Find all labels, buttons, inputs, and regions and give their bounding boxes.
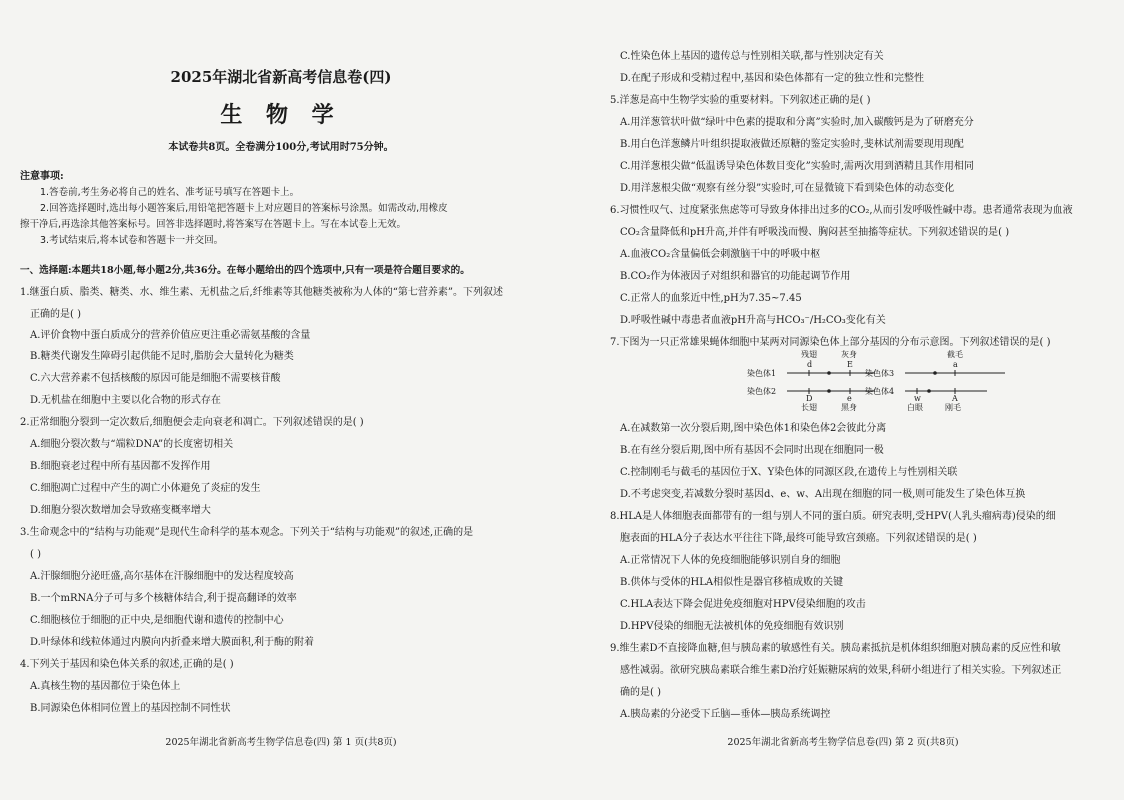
question-line: 1.继蛋白质、脂类、糖类、水、维生素、无机盐之后,纤维素等其他糖类被称为人体的“第七营养素”。下列叙述 xyxy=(20,287,503,298)
option-line: B.一个mRNA分子可与多个核糖体结合,利于提高翻译的效率 xyxy=(30,593,297,604)
option-line: D.在配子形成和受精过程中,基因和染色体都有一定的独立性和完整性 xyxy=(620,73,925,84)
option-line: C.细胞凋亡过程中产生的凋亡小体避免了炎症的发生 xyxy=(30,483,261,494)
subject-title: 生 物 学 xyxy=(220,102,342,128)
centromere-2 xyxy=(827,389,831,393)
option-line: B.CO₂作为体液因子对组织和器官的功能起调节作用 xyxy=(620,271,851,282)
option-line: A.评价食物中蛋白质成分的营养价值应更注重必需氨基酸的含量 xyxy=(30,330,311,341)
option-line: B.细胞衰老过程中所有基因都不发挥作用 xyxy=(30,461,211,472)
trait-label: 截毛 xyxy=(947,350,963,359)
option-line: B.同源染色体相同位置上的基因控制不同性状 xyxy=(30,703,231,714)
trait-label: 灰身 xyxy=(841,350,857,359)
option-line: B.在有丝分裂后期,图中所有基因不会同时出现在细胞同一极 xyxy=(620,445,884,456)
option-line: D.呼吸性碱中毒患者血液pH升高与HCO₃⁻/H₂CO₃变化有关 xyxy=(620,315,886,326)
chromosome-lines xyxy=(747,350,1007,414)
option-line: C.用洋葱根尖做“低温诱导染色体数目变化”实验时,需两次用到酒精且其作用相同 xyxy=(620,161,974,172)
option-line: B.糖类代谢发生障碍引起供能不足时,脂肪会大量转化为糖类 xyxy=(30,351,294,362)
option-line: B.用白色洋葱鳞片叶组织提取液做还原糖的鉴定实验时,斐林试剂需要现用现配 xyxy=(620,139,964,150)
chromosome-2-label: 染色体2 xyxy=(747,387,777,396)
chromosome-1-label: 染色体1 xyxy=(747,369,777,378)
notice-heading: 注意事项: xyxy=(20,171,64,182)
chromosome-4-label: 染色体4 xyxy=(865,387,895,396)
option-line: C.六大营养素不包括核酸的原因可能是细胞不需要核苷酸 xyxy=(30,373,281,384)
gene-label: d xyxy=(807,360,813,369)
option-line: D.HPV侵染的细胞无法被机体的免疫细胞有效识别 xyxy=(620,621,844,632)
option-line: C.HLA表达下降会促进免疫细胞对HPV侵染细胞的攻击 xyxy=(620,599,866,610)
option-line: A.胰岛素的分泌受下丘脑—垂体—胰岛系统调控 xyxy=(620,709,831,720)
option-line: A.正常情况下人体的免疫细胞能够识别自身的细胞 xyxy=(620,555,841,566)
notice-line: 擦干净后,再选涂其他答案标号。回答非选择题时,将答案写在答题卡上。写在本试卷上无效。 xyxy=(20,219,407,230)
question-line: 9.维生素D不直接降血糖,但与胰岛素的敏感性有关。胰岛素抵抗是机体组织细胞对胰岛素的反应性和敏 xyxy=(610,643,1061,654)
question-line: ( ) xyxy=(30,549,41,560)
option-line: A.血液CO₂含量偏低会刺激脑干中的呼吸中枢 xyxy=(620,249,821,260)
gene-label: w xyxy=(914,394,921,403)
question-line: 确的是( ) xyxy=(620,687,661,698)
question-line: 2.正常细胞分裂到一定次数后,细胞便会走向衰老和凋亡。下列叙述错误的是( ) xyxy=(20,417,364,428)
question-line: 胞表面的HLA分子表达水平往往下降,最终可能导致宫颈癌。下列叙述错误的是( ) xyxy=(620,533,977,544)
gene-label: a xyxy=(953,360,958,369)
notice-line: 2.回答选择题时,选出每小题答案后,用铅笔把答题卡上对应题目的答案标号涂黑。如需改动,用橡皮 xyxy=(40,203,448,214)
gene-label: A xyxy=(952,394,958,403)
question-line: 正确的是( ) xyxy=(30,309,81,320)
exam-title: 2025年湖北省新高考信息卷(四) xyxy=(170,68,392,86)
question-line: 5.洋葱是高中生物学实验的重要材料。下列叙述正确的是( ) xyxy=(610,95,871,106)
option-line: C.正常人的血浆近中性,pH为7.35~7.45 xyxy=(620,293,802,304)
trait-label: 白眼 xyxy=(907,403,923,412)
centromere-4 xyxy=(927,389,931,393)
question-line: 6.习惯性叹气、过度紧张焦虑等可导致身体排出过多的CO₂,从而引发呼吸性碱中毒。患者通常表现为血液 xyxy=(610,205,1073,216)
trait-label: 黑身 xyxy=(841,403,857,412)
option-line: A.用洋葱管状叶做“绿叶中色素的提取和分离”实验时,加入碳酸钙是为了研磨充分 xyxy=(620,117,974,128)
option-line: C.细胞核位于细胞的正中央,是细胞代谢和遗传的控制中心 xyxy=(30,615,284,626)
exam-meta: 本试卷共8页。全卷满分100分,考试用时75分钟。 xyxy=(168,142,394,153)
option-line: D.叶绿体和线粒体通过内膜向内折叠来增大膜面积,利于酶的附着 xyxy=(30,637,315,648)
option-line: D.不考虑突变,若减数分裂时基因d、e、w、A出现在细胞的同一极,则可能发生了染色体互换 xyxy=(620,489,1026,500)
centromere-1 xyxy=(827,371,831,375)
trait-label: 残翅 xyxy=(801,350,817,359)
question-line: 4.下列关于基因和染色体关系的叙述,正确的是( ) xyxy=(20,659,234,670)
option-line: D.细胞分裂次数增加会导致癌变概率增大 xyxy=(30,505,211,516)
option-line: C.性染色体上基因的遗传总与性别相关联,都与性别决定有关 xyxy=(620,51,884,62)
gene-label: D xyxy=(806,394,813,403)
trait-label: 刚毛 xyxy=(945,403,961,412)
question-line: 3.生命观念中的“结构与功能观”是现代生命科学的基本观念。下列关于“结构与功能观”的叙述,正确的是 xyxy=(20,527,474,538)
option-line: A.汗腺细胞分泌旺盛,高尔基体在汗腺细胞中的发达程度较高 xyxy=(30,571,294,582)
option-line: B.供体与受体的HLA相似性是器官移植成败的关键 xyxy=(620,577,844,588)
option-line: D.无机盐在细胞中主要以化合物的形式存在 xyxy=(30,395,221,406)
notice-line: 3.考试结束后,将本试卷和答题卡一并交回。 xyxy=(40,235,224,246)
section-heading: 一、选择题:本题共18小题,每小题2分,共36分。在每小题给出的四个选项中,只有一项是符合题目要求的。 xyxy=(20,265,470,276)
question-line: 8.HLA是人体细胞表面都带有的一组与别人不同的蛋白质。研究表明,受HPV(人乳头瘤病毒)侵染的细 xyxy=(610,511,1056,522)
option-line: A.真核生物的基因都位于染色体上 xyxy=(30,681,181,692)
page-footer: 2025年湖北省新高考生物学信息卷(四) 第 1 页(共8页) xyxy=(165,737,397,748)
chromosome-3-label: 染色体3 xyxy=(865,369,895,378)
gene-label: E xyxy=(847,360,853,369)
chromosome-diagram xyxy=(747,350,1007,414)
gene-label: e xyxy=(847,394,852,403)
trait-label: 长翅 xyxy=(801,403,817,412)
page-footer: 2025年湖北省新高考生物学信息卷(四) 第 2 页(共8页) xyxy=(727,737,959,748)
question-line: 感性减弱。欲研究胰岛素联合维生素D治疗妊娠糖尿病的效果,科研小组进行了相关实验。下列叙述正 xyxy=(620,665,1062,676)
option-line: A.细胞分裂次数与“端粒DNA”的长度密切相关 xyxy=(30,439,234,450)
option-line: A.在减数第一次分裂后期,图中染色体1和染色体2会彼此分离 xyxy=(620,423,887,434)
option-line: D.用洋葱根尖做“观察有丝分裂”实验时,可在显微镜下看到染色体的动态变化 xyxy=(620,183,955,194)
notice-line: 1.答卷前,考生务必将自己的姓名、准考证号填写在答题卡上。 xyxy=(40,187,300,198)
option-line: C.控制刚毛与截毛的基因位于X、Y染色体的同源区段,在遗传上与性别相关联 xyxy=(620,467,958,478)
question-line: CO₂含量降低和pH升高,并伴有呼吸浅而慢、胸闷甚至抽搐等症状。下列叙述错误的是( ) xyxy=(620,227,1010,238)
question-line: 7.下图为一只正常雄果蝇体细胞中某两对同源染色体上部分基因的分布示意图。下列叙述错误的是( ) xyxy=(610,337,1051,348)
centromere-3 xyxy=(933,371,937,375)
